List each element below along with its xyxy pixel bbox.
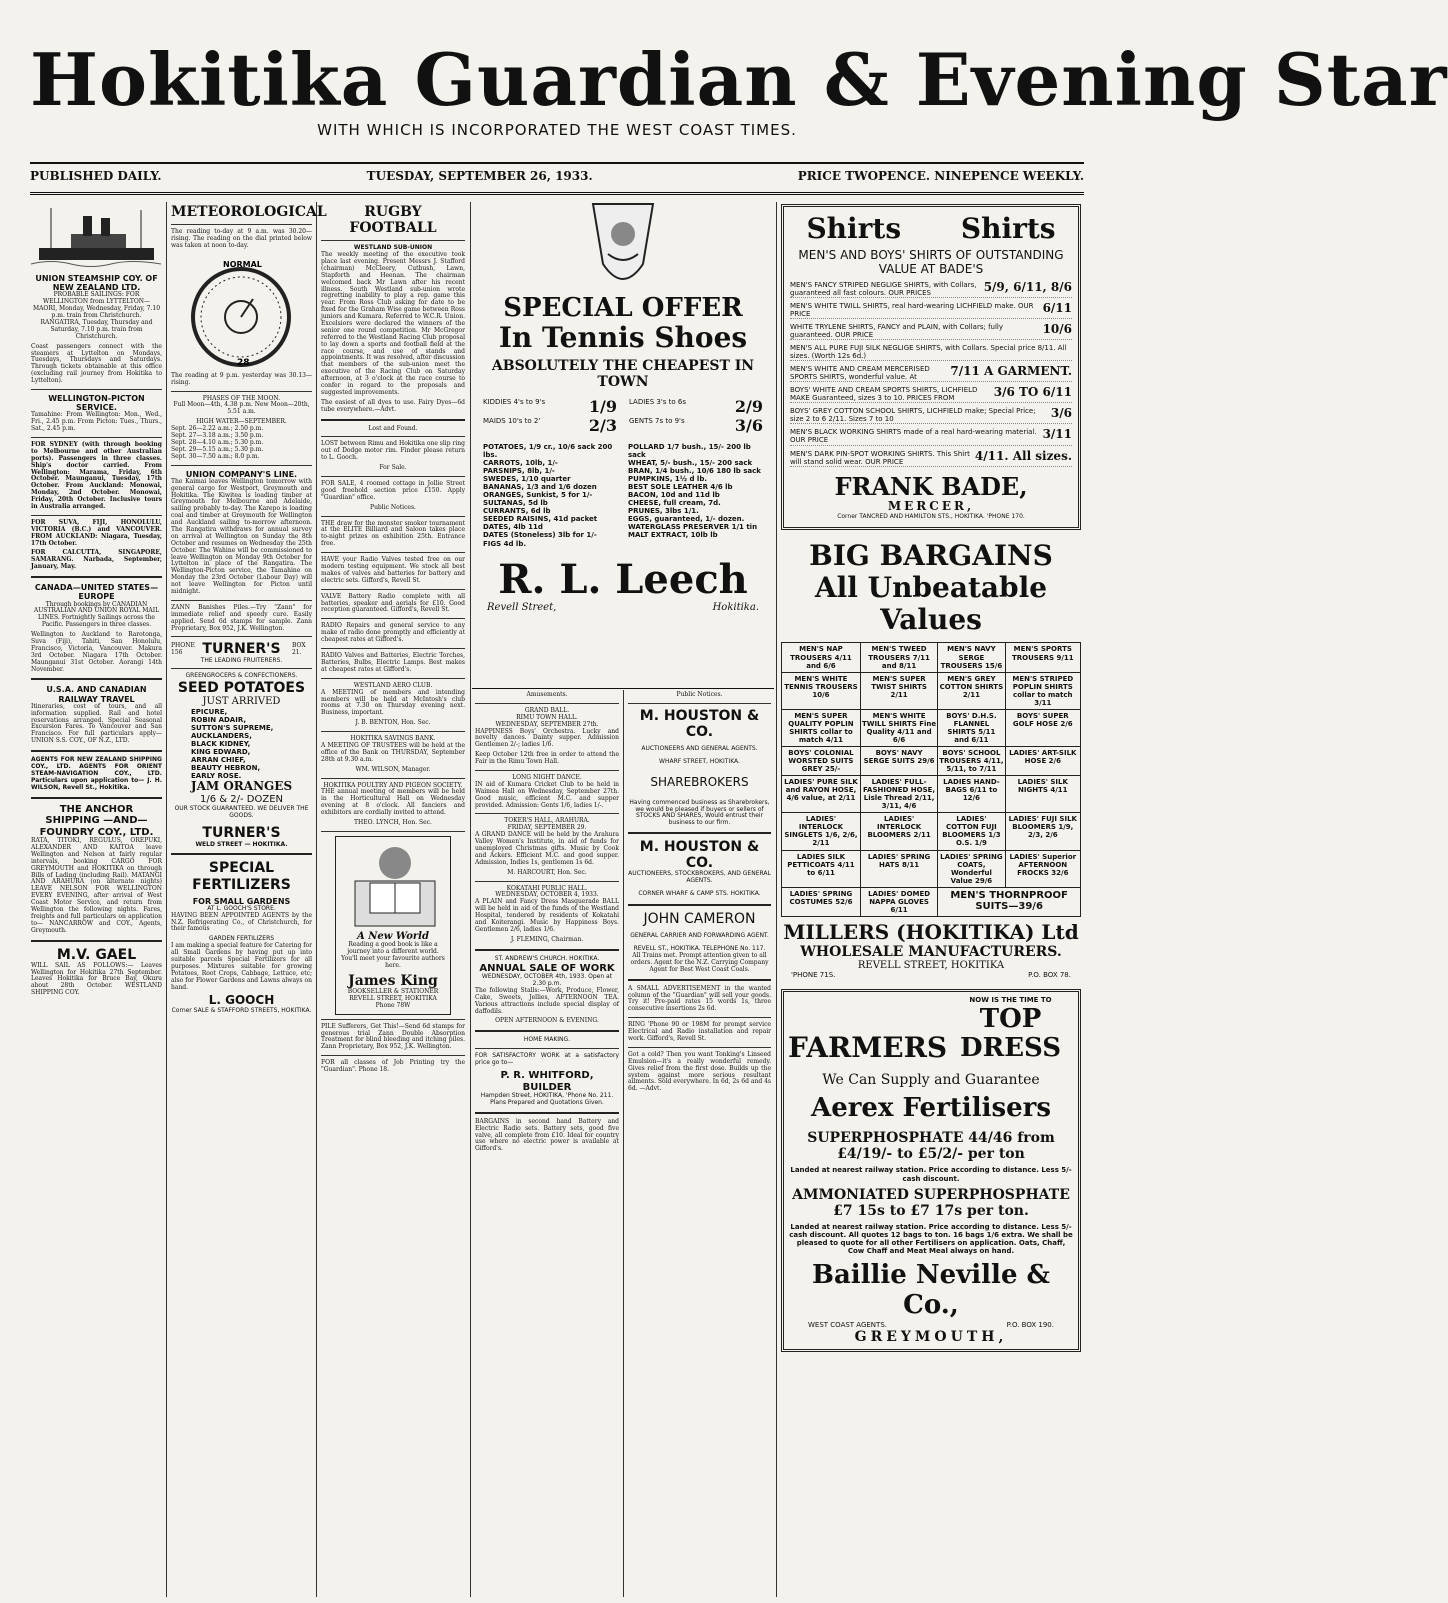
subunion-heading: WESTLAND SUB-UNION xyxy=(353,244,433,252)
union-line-heading: UNION COMPANY'S LINE. xyxy=(185,469,298,479)
section-rule xyxy=(472,688,774,689)
houston-name: M. HOUSTON & CO. xyxy=(639,707,760,740)
millers-contact xyxy=(781,971,1081,979)
table-cell: LADIES' INTERLOCK BLOOMERS 2/11 xyxy=(860,813,937,850)
public-notices-heading: Public Notices. xyxy=(370,503,416,511)
garden-fertilizers: GARDEN FERTILIZERS xyxy=(208,935,275,943)
table-cell: MEN'S NAP TROUSERS 4/11 and 6/6 xyxy=(782,643,861,672)
turners-box: BOX 21. xyxy=(291,641,306,656)
column-bade xyxy=(778,202,1084,1597)
millers-street: REVELL STREET, HOKITIKA xyxy=(857,959,1005,971)
tide-row: Sept. 30—7.50 a.m.; 8.0 p.m. xyxy=(171,452,260,460)
grocery-item: SULTANAS, 5d lb xyxy=(483,499,548,508)
maids-label: MAIDS 10's to 2' xyxy=(483,416,541,425)
tide-row: Sept. 26—2.22 a.m.; 2.50 p.m. xyxy=(171,425,264,433)
table-cell: LADIES SILK PETTICOATS 4/11 to 6/11 xyxy=(782,850,861,887)
gael-text: WILL SAIL AS FOLLOWS:— Leaves Wellington for Hokitika 27th September. Leaves Hokitika for Bruce Bay, Okuru about 28th October. WESTLAND SHIPPING COY. xyxy=(31,961,162,997)
happiness-text: HAPPINESS Boys' Orchestra. Lucky and novelty dances. Dainty supper. Admission Gentlemen 2/-; ladies 1/6. xyxy=(475,727,619,749)
bade-mercer: MERCER, xyxy=(887,499,975,514)
moon-phases-heading: PHASES OF THE MOON. xyxy=(202,394,281,402)
masthead xyxy=(30,37,1448,139)
cameron-address: REVELL ST., HOKITIKA. TELEPHONE No. 117. xyxy=(633,945,766,953)
shoe-prices xyxy=(475,394,771,439)
kiddies-price: 1/9 xyxy=(588,397,617,417)
barometer-reading: The reading to-day at 9 a.m. was 30.20—rising. The reading on the dial printed below was taken at noon to-day. xyxy=(171,228,312,249)
table-cell: LADIES' DOMED NAPPA GLOVES 6/11 xyxy=(860,887,937,916)
svg-text:NORMAL: NORMAL xyxy=(223,259,262,269)
amusements-heading: Amusements. xyxy=(526,691,568,698)
savings-bank-signature: WM. WILSON, Manager. xyxy=(355,765,431,773)
shirt-desc: WHITE TRYLENE SHIRTS, FANCY and PLAIN, with Collars; fully guaranteed. OUR PRICE xyxy=(790,322,1004,340)
jam-price: 1/6 & 2/- DOZEN xyxy=(200,794,283,806)
jam-oranges: JAM ORANGES xyxy=(190,779,293,794)
barometer-dial-icon xyxy=(171,253,311,373)
kokatahi-hall: KOKATAHI PUBLIC HALL. xyxy=(506,884,588,892)
ball-date: WEDNESDAY, SEPTEMBER 27th. xyxy=(495,720,599,728)
table-cell: MEN'S SUPER TWIST SHIRTS 2/11 xyxy=(860,672,937,709)
landed-text: Landed at nearest railway station. Price according to distance. Less 5/- cash discount. xyxy=(790,1166,1072,1183)
shirt-price: 3/6 TO 6/11 xyxy=(993,385,1072,400)
notice: VALVE Battery Radio complete with all batteries, speaker and aerials for £10. Good reception guaranteed. Gifford's, Revell St. xyxy=(321,592,465,614)
piles-ad: PILE Sufferers, Get This!—Send 6d stamps for generous trial Zann Double Absorption Treatment for blind bleeding and itching piles. Zann Proprietary, Box 952, J.K. Wellington. xyxy=(321,1022,465,1051)
sydney-sailings-text: FOR SYDNEY (with through booking to Melbourne and other Australian ports). Passengers in three classes. Ship's doctor carried. From Wellington: Marama, Friday, 6th October. Maunganui, Tuesday, 17th October. From Auckland: Monowai, Monday, 2nd October. Monowai, Friday, 20th October. Inclusive tours in Australia arranged. xyxy=(31,441,162,511)
shirt-desc: MEN'S FANCY STRIPED NEGLIGE SHIRTS, with Collars, guaranteed all fast colours. OUR PRICES xyxy=(790,280,977,297)
newspaper-title: Hokitika Guardian & Evening Star xyxy=(30,37,1448,122)
issue-date: TUESDAY, SEPTEMBER 26, 1933. xyxy=(366,169,593,183)
picton-service-text: Tamahine: From Wellington: Mon., Wed., Fri., 2.45 p.m. From Picton: Tues., Thurs., Sat., 2.45 p.m. xyxy=(31,411,162,433)
table-cell: LADIES' FULL-FASHIONED HOSE, Lisle Thread 2/11, 3/11, 4/6 xyxy=(860,776,937,813)
bargains-table xyxy=(781,642,1081,916)
column-rugby xyxy=(318,202,468,1597)
fleming-signature: J. FLEMING, Chairman. xyxy=(510,935,584,943)
column-rule xyxy=(623,690,624,1597)
public-notices-heading-2: Public Notices. xyxy=(676,691,723,698)
reading-text: Reading a good book is like a journey into a different world. You'll meet your favourite authors here. xyxy=(341,941,445,970)
fertiliser-header xyxy=(788,996,1074,1064)
cold-remedy-text: Got a cold? Then you want Tonking's Linseed Emulsion—it's a really wonderful remedy. Gives relief from the first dose. Builds up the system against more serious resultant ailments. Sold everywhere. In 6d, 2s 6d and 4s 6d. —Advt. xyxy=(628,1050,771,1093)
rugby-heading: RUGBY FOOTBALL xyxy=(349,204,437,237)
masquerade-text: A PLAIN and Fancy Dress Masquerade BALL will be held in aid of the funds of the Westland Hospital, tendered by residents of Kokatahi and Koiterangi. Music by Happiness Boys. Gentlemen 2/6, ladies 1/6. xyxy=(475,898,619,933)
for-sale-heading: For Sale. xyxy=(379,464,407,472)
shirt-price: 3/6 xyxy=(1050,406,1072,421)
coast-passengers-text: Coast passengers connect with the steamers at Lyttelton on Mondays, Tuesdays, Thursdays and Saturdays. Through tickets obtainable at this office (excluding rail journey from Hokitika to Lyttelton). xyxy=(31,342,162,385)
cameron-text: All Trains met. Prompt attention given to all orders. Agent for the N.Z. Carrying Company Agent for Best West Coast Coals. xyxy=(630,951,769,973)
table-cell: LADIES' INTERLOCK SINGLETS 1/6, 2/6, 2/11 xyxy=(782,813,861,850)
aero-club-signature: J. B. BENTON, Hon. Sec. xyxy=(355,719,431,727)
shirts-title: Shirts Shirts xyxy=(806,212,1056,245)
table-cell: BOYS' SUPER GOLF HOSE 2/6 xyxy=(1005,709,1080,746)
column-meteorological xyxy=(168,202,327,1597)
table-cell: BOYS' NAVY SERGE SUITS 29/6 xyxy=(860,746,937,775)
tokers-hall: TOKER'S HALL, ARAHURA. xyxy=(504,817,590,825)
james-king-ad xyxy=(335,836,451,1015)
meteorological-heading: METEOROLOGICAL xyxy=(171,204,327,220)
variety: SUTTON'S SUPREME, xyxy=(191,724,274,733)
houston-name-2: M. HOUSTON & CO. xyxy=(639,839,760,872)
houston-address: WHARF STREET, HOKITIKA. xyxy=(659,757,740,765)
maids-price: 2/3 xyxy=(588,415,617,435)
open-hours: OPEN AFTERNOON & EVENING. xyxy=(495,1017,599,1025)
shirts-subtitle: MEN'S AND BOYS' SHIRTS OF OUTSTANDING VALUE AT BADE'S xyxy=(798,248,1064,276)
shirt-desc: MEN'S ALL PURE FUJI SILK NEGLIGE SHIRTS, with Collars. Special price 8/11. All sizes. (Worth 12s 6d.) xyxy=(790,344,1067,361)
table-row xyxy=(782,850,1081,887)
table-row xyxy=(782,672,1081,709)
variety: KING EDWARD, xyxy=(191,748,251,757)
table-cell: LADIES HAND-BAGS 6/11 to 12/6 xyxy=(938,776,1005,813)
rugby-report: The weekly meeting of the executive took place last evening. Present Messrs J. Stafford (chairman) McCleery, Cutbush, Lawn, Stapforth and Heenan. The chairman welcomed back Mr Lawn after his recent illness. South Westland sub-union wrote regretting inability to play a rep. game this year. From Ross Club asking for date to be fixed for the Graham Wise game between Ross juniors and Kumara. Referred to W.C.R. Union. Excelsiors were declared the winners of the senior one round competition. Mr McGregor referred to the Westland Racing Club proposal to lay down a sports and football field at the race course, and use of stands and appointments. It was resolved, after discussion that members of the sub-union meet the executive of the Racing Club on Saturday afternoon, at 3 o'clock at the race course to confer in regard to the proposals and suggested improvements. xyxy=(321,251,465,396)
just-arrived: JUST ARRIVED xyxy=(202,696,281,708)
fruiterers: THE LEADING FRUITERERS. xyxy=(200,656,283,664)
poultry-signature: THEO. LYNCH, Hon. Sec. xyxy=(354,818,432,826)
turners-phone: PHONE 156 xyxy=(171,641,195,656)
whitford-address: Hampden Street, HOKITIKA, 'Phone No. 211. xyxy=(480,1092,614,1100)
dateline xyxy=(30,170,1084,184)
column-amusements xyxy=(472,690,622,1597)
rail-travel-heading: U.S.A. AND CANADIAN RAILWAY TRAVEL xyxy=(46,685,147,704)
table-row xyxy=(782,776,1081,813)
rimu-hall: RIMU TOWN HALL. xyxy=(516,713,578,721)
table-cell: MEN'S GREY COTTON SHIRTS 2/11 xyxy=(938,672,1005,709)
home-making-heading: HOME MAKING. xyxy=(523,1036,571,1044)
table-row xyxy=(782,887,1081,916)
suva-sailings-text: FOR SUVA, FIJI, HONOLULU, VICTORIA (B.C.) and VANCOUVER. FROM AUCKLAND: Niagara, Tuesday, 17th October. xyxy=(31,518,162,547)
leech-street: Revell Street, xyxy=(487,601,557,613)
notice: THE draw for the monster smoker tournament at the ELITE Billiard and Saloon takes place to-night prizes on exhibition 25th. Entrance free. xyxy=(321,519,465,548)
sailings-text: PROBABLE SAILINGS: FOR WELLINGTON from LYTTELTON— MAORI, Monday, Wednesday, Friday, 7.10 p.m. train from Christchurch. RANGATIRA, Tuesday, Thursday and Saturday, 7.10 p.m. train from Christchurch. xyxy=(32,291,161,340)
steamship-icon xyxy=(31,204,161,274)
agents-text: HAVING BEEN APPOINTED AGENTS by the N.Z. Refrigerating Co., of Christchurch, for their famous xyxy=(171,911,312,933)
cameron-name: JOHN CAMERON xyxy=(643,911,756,928)
farmers-title: FARMERS xyxy=(788,1031,948,1065)
table-cell: BOYS' D.H.S. FLANNEL SHIRTS 5/11 and 6/11 xyxy=(938,709,1005,746)
notice: RADIO Repairs and general service to any make of radio done promptly and efficiently at cheapest rates at Gifford's. xyxy=(321,622,465,644)
rail-travel-text: Itineraries, cost of tours, and all information supplied. Rail and hotel reservations arranged. Special Seasonal Excursion Fares. To Vancouver and San Francisco. For full particulars apply— UNION S.S. COY., OF N.Z., LTD. xyxy=(31,702,162,745)
column-rule xyxy=(166,202,167,1597)
sale-of-work-heading: ANNUAL SALE OF WORK xyxy=(479,962,615,974)
shirt-desc: BOYS' GREY COTTON SCHOOL SHIRTS, LICHFIELD make; Special Price; size 2 to 6 2/11. Sizes 7 to 10 xyxy=(790,407,1036,424)
baillie-agents: WEST COAST AGENTS. xyxy=(808,1320,887,1329)
savings-bank-heading: HOKITIKA SAVINGS BANK. xyxy=(350,735,436,743)
grocery-item: DATES (Stoneless) 3lb for 1/- xyxy=(483,531,597,540)
shirt-lines xyxy=(790,281,1072,467)
table-cell: MEN'S THORNPROOF SUITS—39/6 xyxy=(938,887,1081,916)
grocery-item: WATERGLASS PRESERVER 1/1 tin xyxy=(628,523,758,532)
high-water-heading: HIGH WATER—SEPTEMBER. xyxy=(196,418,287,426)
wilson-agents-text: AGENTS FOR NEW ZEALAND SHIPPING COY., LTD. AGENTS FOR ORIENT STEAM-NAVIGATION COY., LTD. Particulars upon application to— J. H. WILSON, Revell St., Hokitika. xyxy=(31,756,162,791)
column-rule xyxy=(776,202,777,1597)
table-cell: LADIES' PURE SILK and RAYON HOSE, 4/6 value, at 2/11 xyxy=(782,776,861,813)
tide-row: Sept. 29—5.15 a.m.; 5.30 p.m. xyxy=(171,445,264,453)
millers-wholesale: WHOLESALE MANUFACTURERS. xyxy=(800,943,1062,960)
greymouth: GREYMOUTH, xyxy=(854,1328,1008,1345)
grocery-item: ORANGES, Sunkist, 5 for 1/- xyxy=(483,491,593,500)
ladies-price: 2/9 xyxy=(734,397,763,417)
pacific-schedule-text: Wellington to Auckland to Rarotonga, Suva (Fiji), Tahiti, San Honolulu, Francisco, Victoria, Vancouver. Makura 3rd October. Niagara 17th October. Maunganui 31st October. Aorangi 14th November. xyxy=(31,631,162,673)
variety: EARLY ROSE. xyxy=(191,772,242,781)
table-row xyxy=(782,746,1081,775)
supply-guarantee: We Can Supply and Guarantee xyxy=(822,1072,1040,1089)
grocery-item: CARROTS, 10lb, 1/- xyxy=(483,459,558,468)
table-cell: MEN'S WHITE TENNIS TROUSERS 10/6 xyxy=(782,672,861,709)
grocery-item: BACON, 10d and 11d lb xyxy=(628,491,720,500)
grocery-item: CURRANTS, 6d lb xyxy=(483,507,551,516)
table-row xyxy=(782,813,1081,850)
column-public-notices xyxy=(625,690,774,1597)
kumara-text: IN aid of Kumara Cricket Club to be held in Waimea Hall on Wednesday, September 27th. Good music, efficient M.C. and supper provided. Admission: Gents 1/6, ladies 1/-. xyxy=(475,780,619,809)
ammoniated-price: AMMONIATED SUPERPHOSPHATE £7 15s to £7 17s per ton. xyxy=(792,1186,1070,1219)
sale-of-work-date: WEDNESDAY, OCTOBER 4th, 1933. Open at 2.30 p.m. xyxy=(481,973,613,987)
anchor-shipping-text: RATA, TITOKI, REGULUS, OREPUKI, ALEXANDER AND KAITOA leave Wellington and Nelson at fairly regular intervals, booking CARGO FOR GREYMOUTH and HOKITIKA on through Bills of Lading (including Rail). MATANGI AND ARAHURA (on alternate nights) LEAVE NELSON FOR WELLINGTON EVERY EVENING, after arrival of West Coast Motor Service, and return from Wellington the following nights. Fares, freights and full particulars on application to— NANCARROW and COY., Agents, Greymouth. xyxy=(31,837,162,934)
shirt-desc: BOYS' WHITE AND CREAM SPORTS SHIRTS, LICHFIELD MAKE Guaranteed, sizes 3 to 10. PRICES FROM xyxy=(790,386,978,403)
grocery-item: MALT EXTRACT, 10lb lb xyxy=(628,531,718,540)
table-cell: LADIES' SILK NIGHTS 4/11 xyxy=(1005,776,1080,813)
table-cell: LADIES' SPRING HATS 8/11 xyxy=(860,850,937,887)
table-cell: MEN'S SPORTS TROUSERS 9/11 xyxy=(1005,643,1080,672)
shirt-desc: MEN'S WHITE AND CREAM MERCERISED SPORTS SHIRTS, wonderful value. At xyxy=(790,365,930,382)
turners-header xyxy=(171,641,312,657)
weld-street: WELD STREET — HOKITIKA. xyxy=(195,840,288,848)
shirt-price: 6/11 xyxy=(1042,300,1072,315)
gents-label: GENTS 7s to 9's xyxy=(629,416,685,425)
tennis-shoes-ad xyxy=(472,202,774,690)
variety: AUCKLANDERS, xyxy=(191,732,252,741)
aerex-title: Aerex Fertilisers xyxy=(811,1093,1051,1124)
long-night-dance: LONG NIGHT DANCE. xyxy=(512,774,582,782)
tide-list xyxy=(171,426,312,460)
shirt-price: 5/9, 6/11, 8/6 xyxy=(983,279,1072,294)
satisfactory-text: FOR SATISFACTORY WORK at a satisfactory price go to— xyxy=(475,1052,619,1067)
harcourt-signature: M. HARCOURT, Hon. Sec. xyxy=(507,868,587,876)
table-cell: MEN'S TWEED TROUSERS 7/11 and 8/11 xyxy=(860,643,937,672)
grocery-item: SEEDED RAISINS, 41d packet xyxy=(483,515,598,524)
whitford-name: P. R. WHITFORD, xyxy=(500,1070,594,1082)
for-sale-notice: FOR SALE, 4 roomed cottage in Jollie Street good freehold section price £150. Apply "Guardian" office. xyxy=(321,480,465,501)
grocery-item: FIGS 4d lb. xyxy=(483,539,526,548)
poultry-heading: HOKITIKA POULTRY AND PIGEON SOCIETY. xyxy=(323,781,463,789)
lost-notice: LOST between Rimu and Hokitika one slip ring out of Dodge motor rim. Finder please return to L. Gooch. xyxy=(321,440,465,462)
james-king-address: BOOKSELLER & STATIONER REVELL STREET, HOKITIKA Phone 78W xyxy=(347,988,439,1009)
potato-varieties xyxy=(171,708,312,780)
grocery-item: BRAN, 1/4 bush., 10/6 180 lb sack xyxy=(628,467,761,476)
top-rule xyxy=(30,162,1084,164)
issue-price: PRICE TWOPENCE. NINEPENCE WEEKLY. xyxy=(797,169,1084,183)
builder-label: BUILDER xyxy=(522,1081,572,1093)
grocery-item: PARSNIPS, 8lb, 1/- xyxy=(483,467,555,476)
moon-phases-text: Full Moon—4th, 4.38 p.m. New Moon—20th, 5.51 a.m. xyxy=(173,401,310,416)
variety: BEAUTY HEBRON, xyxy=(191,764,261,773)
reading-man-icon xyxy=(340,841,450,931)
grocery-item: POLLARD 1/7 bush., 15/- 200 lb sack xyxy=(628,442,751,460)
top-dress-title: TOP DRESS xyxy=(960,1003,1061,1064)
shirts-ad xyxy=(781,204,1081,530)
ring-text: RING 'Phone 90 or 198M for prompt service Electrical and Radio installation and repair work. Gifford's, Revell St. xyxy=(628,1021,771,1042)
aero-club-notice: A MEETING of members and intending members will be held at McIntosh's club rooms at 7.30 on Thursday evening next. Business, important. xyxy=(321,688,465,717)
james-king-name: James King xyxy=(348,972,438,989)
gooch-name: L. GOOCH xyxy=(208,993,275,1008)
table-cell: MEN'S WHITE TWILL SHIRTS Fine Quality 4/11 and 6/6 xyxy=(860,709,937,746)
sharebrokers-heading: SHAREBROKERS xyxy=(650,774,749,789)
new-world-title: A New World xyxy=(357,930,429,942)
poultry-notice: THE annual meeting of members will be held in the Horticultural Hall on Wednesday evening at 8 o'clock. All fanciers and exhibitors are cordially invited to attend. xyxy=(321,788,465,817)
canada-text: Through bookings by CANADIAN AUSTRALIAN AND UNION ROYAL MAIL LINES. Fortnightly Sailings across the Pacific. Passengers in three classes. xyxy=(33,600,160,629)
shirt-desc: MEN'S DARK PIN-SPOT WORKING SHIRTS. This Shirt will stand solid wear. OUR PRICE xyxy=(790,449,970,466)
calcutta-sailings-text: FOR CALCUTTA, SINGAPORE, SAMARANG. Narbada, September, January, May. xyxy=(31,549,162,571)
plans-text: Plans Prepared and Quotations Given. xyxy=(490,1098,604,1106)
greengrocers: GREENGROCERS & CONFECTIONERS. xyxy=(185,672,298,680)
canada-heading: CANADA—UNITED STATES—EUROPE xyxy=(34,583,159,602)
union-line-text: The Kaimai leaves Wellington tomorrow with general cargo for Westport, Greymouth and Hokitika. The Kiwitea is loading timber at Greymouth for Melbourne and Adelaide, sailing probably to-day. The Karepo is loading coal and timber at Greymouth for Wellington and Auckland sailing to-morrow afternoon. The Rangatira withdraws for annual survey on arrival at Wellington on Sunday the 8th October and resumes on Wednesday the 25th October. The Wahine will be commissioned to leave Wellington on Monday 9th October for Lyttelton in place of the Rangatira. The Wellington-Picton service, the Tamahine on Monday the 23rd October (Labour Day) will not leave Wellington for Picton until midnight. xyxy=(171,477,312,595)
unbeatable-values: All Unbeatable Values xyxy=(814,571,1048,637)
grocery-item: PRUNES, 3lbs 1/1. xyxy=(628,507,699,516)
ladies-label: LADIES 3's to 6s xyxy=(629,398,686,407)
houston-auctioneers-2: AUCTIONEERS, STOCKBROKERS, AND GENERAL AGENTS. xyxy=(628,870,771,885)
variety: ARRAN CHIEF, xyxy=(191,756,246,765)
bade-name: FRANK BADE, xyxy=(834,471,1028,501)
grocery-item: CHEESE, full cream, 7d. xyxy=(628,499,721,508)
fairy-dyes-ad: The easiest of all dyes to use. Fairy Dyes—6d tube everywhere.—Advt. xyxy=(321,398,465,413)
bargains-text: BARGAINS in second hand Battery and Electric Radio sets. Battery sets, good five valve, all complete from £10. Ideal for country use where no electric power is available at Gifford's. xyxy=(475,1117,619,1153)
gooch-store: AT L. GOOCH'S STORE. xyxy=(207,904,276,912)
small-gardens: FOR SMALL GARDENS xyxy=(192,896,291,906)
cameron-carrier: GENERAL CARRIER AND FORWARDING AGENT. xyxy=(630,932,769,940)
published-daily: PUBLISHED DAILY. xyxy=(30,169,162,183)
baillie-box: P.O. BOX 190. xyxy=(1006,1320,1054,1329)
grocery-item: DATES, 4lb 11d xyxy=(483,523,543,532)
stock-guaranteed: OUR STOCK GUARANTEED. WE DELIVER THE GOODS. xyxy=(174,804,309,819)
variety: ROBIN ADAIR, xyxy=(191,715,247,724)
table-cell: BOYS' SCHOOL TROUSERS 4/11, 5/11, to 7/11 xyxy=(938,746,1005,775)
shirt-price: 7/11 A GARMENT. xyxy=(950,364,1072,379)
tide-row: Sept. 28—4.10 a.m.; 5.30 p.m. xyxy=(171,438,264,446)
grocery-item: POTATOES, 1/9 cr., 10/6 sack 200 lbs. xyxy=(483,442,613,460)
table-cell: LADIES' Superior AFTERNOON FROCKS 32/6 xyxy=(1005,850,1080,887)
column-rule xyxy=(316,202,317,1597)
grocery-item: BANANAS, 1/3 and 1/6 dozen xyxy=(483,483,597,492)
column-shipping xyxy=(28,202,165,1597)
yesterday-reading: The reading at 9 p.m. yesterday was 30.13—rising. xyxy=(171,371,312,386)
bade-address: Corner TANCRED AND HAMILTON STS., HOKITIKA. 'PHONE 170. xyxy=(837,513,1025,521)
tokers-date: FRIDAY, SEPTEMBER 29. xyxy=(507,824,587,832)
now-is-the-time: NOW IS THE TIME TO xyxy=(969,996,1052,1005)
notice: RADIO Valves and Batteries, Electric Torches, Batteries, Bulbs, Electric Lamps. Best makes at cheapest rates at Gifford's. xyxy=(321,652,465,673)
grand-ball: GRAND BALL. xyxy=(524,706,570,714)
gooch-address: Corner SALE & STAFFORD STREETS, HOKITIKA. xyxy=(171,1007,312,1015)
dateline-rule xyxy=(30,192,1084,195)
turners-name: TURNER'S xyxy=(202,641,281,658)
grocery-item: PUMPKINS, 1½ d lb. xyxy=(628,475,708,484)
stalls-text: The following Stalls:—Work, Produce, Flower, Cake, Sweets, Jellies, AFTERNOON TEA. Various attractions include special display of daffodils. xyxy=(475,986,619,1015)
cheapest-in-town: ABSOLUTELY THE CHEAPEST IN TOWN xyxy=(491,358,755,391)
shirt-price: 3/11 xyxy=(1042,427,1072,442)
aero-club-heading: WESTLAND AERO CLUB. xyxy=(353,681,433,689)
grocery-prices xyxy=(475,439,771,552)
big-bargains: BIG BARGAINS xyxy=(809,538,1053,572)
masthead-subtitle: WITH WHICH IS INCORPORATED THE WEST COAST TIMES. xyxy=(317,121,797,139)
table-cell: MEN'S NAVY SERGE TROUSERS 15/6 xyxy=(938,643,1005,672)
anchor-shipping-heading: THE ANCHOR SHIPPING —AND— FOUNDRY COY., LTD. xyxy=(39,803,154,838)
grocery-item: EGGS, guaranteed, 1/- dozen. xyxy=(628,515,745,524)
small-ad-text: A SMALL ADVERTISEMENT in the wanted column of the "Guardian" will sell your goods. Try it! Pre-paid rates 15 words 1s, three consecutive insertions 2s 6d. xyxy=(628,984,771,1013)
fertiliser-ad xyxy=(781,989,1081,1351)
table-row xyxy=(782,643,1081,672)
lost-found-heading: Lost and Found. xyxy=(368,424,418,432)
special-fertilizers-heading: SPECIAL FERTILIZERS xyxy=(192,860,291,893)
savings-bank-notice: A MEETING OF TRUSTEES will be held at the office of the Bank on THURSDAY, September 28th at 9.30 a.m. xyxy=(321,741,465,763)
job-printing-ad: FOR all classes of Job Printing try the "Guardian". Phone 18. xyxy=(321,1059,465,1074)
table-cell: BOYS' COLONIAL WORSTED SUITS GREY 25/- xyxy=(782,746,861,775)
grocery-item: WHEAT, 5/- bush., 15/- 200 sack xyxy=(628,459,753,468)
table-cell: MEN'S SUPER QUALITY POPLIN SHIRTS collar to match 4/11 xyxy=(782,709,861,746)
table-cell: LADIES' SPRING COSTUMES 52/6 xyxy=(782,887,861,916)
gael-heading: M.V. GAEL xyxy=(56,946,137,963)
landed-text-2: Landed at nearest railway station. Price according to distance. Less 5/- cash discount. All quotes 12 bags to ton. 16 bags 1/6 extra. We shall be pleased to quote for all other Fertilisers on application. Oats, Chaff, Cow Chaff and Meat Meal always on hand. xyxy=(789,1222,1073,1255)
kiddies-label: KIDDIES 4's to 9's xyxy=(483,398,546,407)
tennis-player-icon xyxy=(583,204,663,294)
table-cell: MEN'S STRIPED POPLIN SHIRTS collar to match 3/11 xyxy=(1005,672,1080,709)
tide-row: Sept. 27—3.18 a.m.; 3.50 p.m. xyxy=(171,432,264,439)
kokatahi-date: WEDNESDAY, OCTOBER 4, 1933. xyxy=(495,891,599,899)
svg-text:28: 28 xyxy=(237,357,250,368)
millers-name: MILLERS (HOKITIKA) Ltd xyxy=(783,919,1079,944)
shirt-desc: MEN'S WHITE TWILL SHIRTS, real hard-wearing LICHFIELD make. OUR PRICE xyxy=(790,301,1034,318)
grocery-item: SWEDES, 1/10 quarter xyxy=(483,475,571,484)
union-steamship-heading: UNION STEAMSHIP COY. OF NEW ZEALAND LTD. xyxy=(35,274,158,293)
seed-potatoes-heading: SEED POTATOES xyxy=(177,680,306,697)
picton-service-heading: WELLINGTON-PICTON SERVICE. xyxy=(48,393,145,413)
table-cell: LADIES' COTTON FUJI BLOOMERS 1/3 O.S. 1/9 xyxy=(938,813,1005,850)
houston-auctioneers: AUCTIONEERS AND GENERAL AGENTS. xyxy=(641,745,758,753)
notice: HAVE your Radio Valves tested free on our modern testing equipment. We stock all best makes of valves and batteries for battery and electric sets. Gifford's, Revell St. xyxy=(321,556,465,584)
tennis-shoes-title: In Tennis Shoes xyxy=(498,321,748,354)
table-cell: LADIES' SPRING COATS, Wonderful Value 29/6 xyxy=(938,850,1005,887)
sharebrokers-text: Having commenced business as Sharebrokers, we would be pleased if buyers or sellers of STOCKS AND SHARES, Would entrust their business to our firm. xyxy=(629,798,770,827)
gooch-text: I am making a special feature for Catering for all Small Gardens by having put up into suitable parcels Special Fertilizers for all purposes. Mixtures suitable for growing Potatoes, Root Crops, Cabbage, Lettuce, etc; also for Flower Gardens and Lawns always on hand. xyxy=(171,942,312,991)
leech-name: R. L. Leech xyxy=(498,555,748,603)
leech-town: Hokitika. xyxy=(712,601,759,613)
baillie-contact xyxy=(788,1321,1074,1329)
st-andrews-heading: ST. ANDREW'S CHURCH. HOKITIKA. xyxy=(494,954,600,962)
table-cell: LADIES' FUJI SILK BLOOMERS 1/9, 2/3, 2/6 xyxy=(1005,813,1080,850)
variety: BLACK KIDNEY, xyxy=(191,740,251,749)
keep-text: Keep October 12th free in order to attend the Fair in the Rimu Town Hall. xyxy=(475,751,619,766)
shirt-price: 4/11. All sizes. xyxy=(974,448,1072,463)
baillie-name: Baillie Neville & Co., xyxy=(811,1259,1051,1320)
grand-dance-text: A GRAND DANCE will be held by the Arahura Valley Women's Institute, in aid of funds for unemployed Christmas gifts. Music by Cook and Ackers. Efficient M.C. and good supper. Admission, Indies 1s, gentlemen 1s 6d. xyxy=(475,831,619,866)
grocery-item: BEST SOLE LEATHER 4/6 lb xyxy=(628,483,733,492)
column-rule xyxy=(470,202,471,1597)
shirt-price: 10/6 xyxy=(1042,321,1072,336)
table-row xyxy=(782,709,1081,746)
millers-phone: 'PHONE 71S. xyxy=(791,971,836,980)
houston-corner: CORNER WHARF & CAMP STS. HOKITIKA. xyxy=(638,890,761,898)
table-cell: LADIES' ART-SILK HOSE 2/6 xyxy=(1005,746,1080,775)
gents-price: 3/6 xyxy=(734,415,763,435)
zann-ad: ZANN Banishes Piles.—Try "Zann" for immediate relief and speedy cure. Easily applied. Send 6d stamps for sample. Zann Proprietary, Box 952, J.K. Wellington. xyxy=(171,603,312,632)
shirt-desc: MEN'S BLACK WORKING SHIRTS made of a real hard-wearing material. OUR PRICE xyxy=(790,428,1037,445)
special-offer: SPECIAL OFFER xyxy=(503,293,743,323)
millers-box: P.O. BOX 78. xyxy=(1028,971,1071,980)
turners-name-2: TURNER'S xyxy=(202,825,281,842)
superphosphate-price: SUPERPHOSPHATE 44/46 from £4/19/- to £5/2/- per ton xyxy=(807,1130,1055,1163)
variety: EPICURE, xyxy=(191,707,228,716)
leech-address xyxy=(475,602,771,614)
